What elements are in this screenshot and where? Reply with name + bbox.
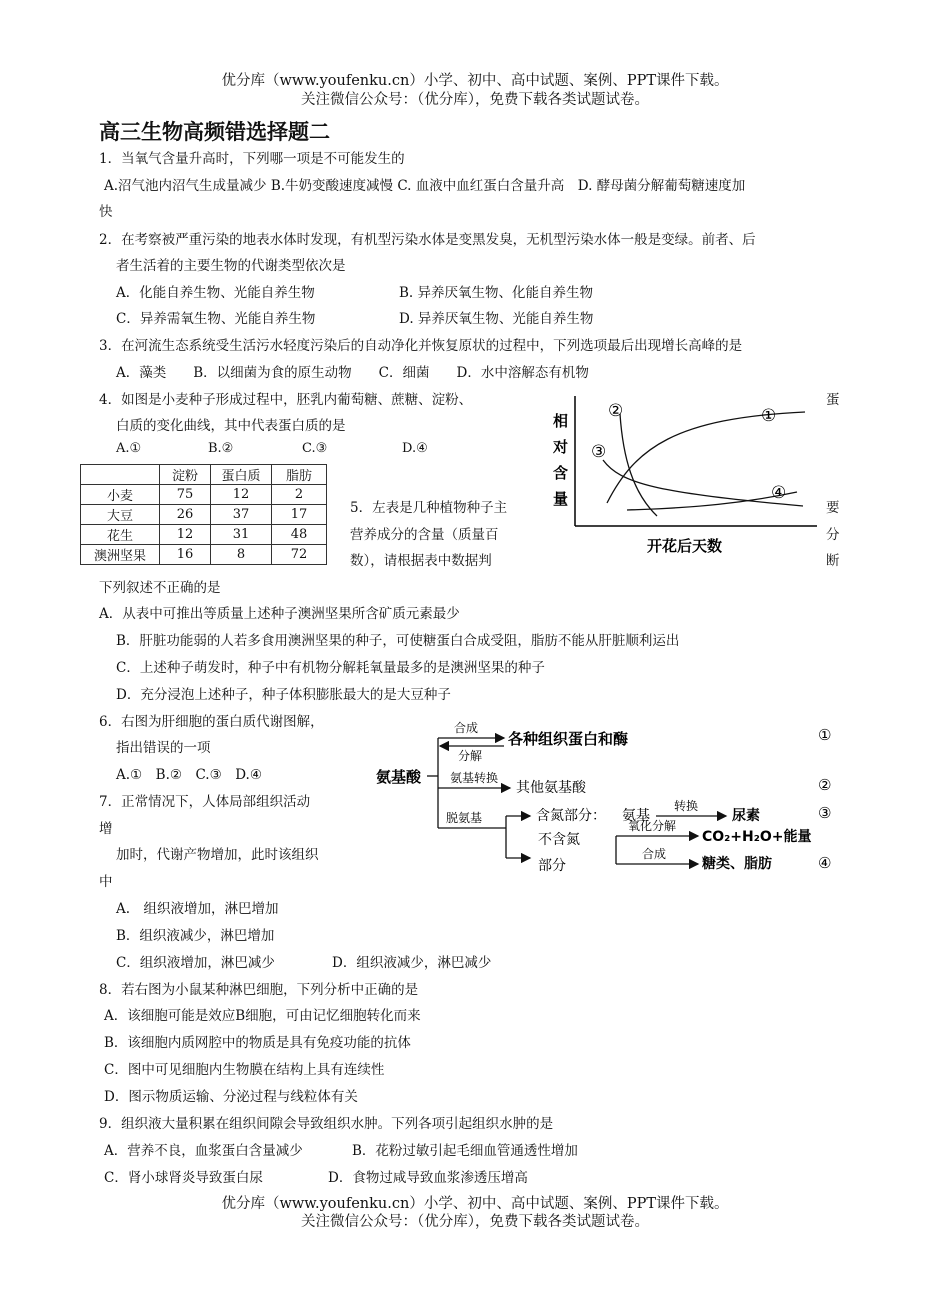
q4-option-c: C.③ [302, 441, 328, 456]
q6-stem-1: 6．右图为肝细胞的蛋白质代谢图解， [99, 714, 324, 730]
q8-stem: 8．若右图为小鼠某种淋巴细胞，下列分析中正确的是 [99, 982, 419, 998]
x-axis-label: 开花后天数 [647, 537, 723, 555]
table-header-cell: 蛋白质 [211, 465, 272, 485]
q5-stem-d: 下列叙述不正确的是 [99, 580, 221, 596]
deamination-label: 脱氨基 [446, 811, 483, 825]
q4-stem-2: 白质的变化曲线，其中代表蛋白质的是 [116, 418, 346, 434]
table-header-cell [81, 465, 160, 485]
proteins-label: 各种组织蛋白和酶 [508, 730, 629, 748]
q7-stem-1: 7．正常情况下，人体局部组织活动 [99, 794, 311, 810]
non-nitrogen-label-1: 不含氮 [538, 832, 580, 848]
table-cell: 72 [272, 545, 327, 565]
q2-stem-2: 者生活着的主要生物的代谢类型依次是 [116, 258, 346, 274]
q4-curve-chart [535, 388, 825, 563]
q7-option-d: D．组织液减少，淋巴减少 [332, 955, 492, 971]
header-line-1: 优分库（www.youfenku.cn）小学、初中、高中试题、案例、PPT课件下载。 [221, 73, 729, 89]
q7-option-a: A. 组织液增加，淋巴增加 [116, 901, 279, 917]
table-row [81, 485, 327, 505]
q5-option-d: D．充分浸泡上述种子，种子体积膨胀最大的是大豆种子 [116, 687, 451, 703]
protein-metabolism-diagram [372, 716, 844, 878]
q1-stem: 1．当氧气含量升高时，下列哪一项是不可能发生的 [99, 151, 405, 167]
decomposition-label: 分解 [458, 749, 483, 763]
q2-option-c: C．异养需氧生物、光能自养生物 [116, 311, 316, 327]
q5-stem-c-tail: 断 [826, 553, 840, 569]
q4-stem-1: 4．如图是小麦种子形成过程中，胚乳内葡萄糖、蔗糖、淀粉、 [99, 392, 473, 408]
table-header-cell: 脂肪 [272, 465, 327, 485]
table-cell: 澳洲坚果 [81, 545, 160, 565]
q9-stem: 9．组织液大量积累在组织间隙会导致组织水肿。下列各项引起组织水肿的是 [99, 1116, 554, 1132]
q7-option-c: C．组织液增加，淋巴减少 [116, 955, 275, 971]
amino-acid-label: 氨基酸 [376, 768, 422, 786]
q7-option-b: B．组织液减少，淋巴增加 [116, 928, 275, 944]
q9-option-d: D．食物过咸导致血浆渗透压增高 [328, 1170, 528, 1186]
synthesis-label-2: 合成 [642, 847, 667, 861]
other-amino-label: 其他氨基酸 [516, 780, 586, 796]
q9-option-b: B．花粉过敏引起毛细血管通透性增加 [352, 1143, 578, 1159]
page-title: 高三生物高频错选择题二 [99, 120, 330, 144]
table-header-cell: 淀粉 [160, 465, 211, 485]
q5-stem-c: 数），请根据表中数据判 [350, 553, 492, 569]
q5-stem-b-tail: 分 [826, 527, 840, 543]
table-row [81, 525, 327, 545]
table-cell: 12 [160, 525, 211, 545]
curve-label-4: ④ [771, 483, 787, 503]
q6-stem-2: 指出错误的一项 [116, 740, 211, 756]
footer-line-1: 优分库（www.youfenku.cn）小学、初中、高中试题、案例、PPT课件下载。 [221, 1196, 729, 1212]
conversion-label: 转换 [674, 799, 699, 813]
q6-options: A.① B.② C.③ D.④ [116, 767, 262, 783]
q5-stem-a: 5．左表是几种植物种子主 [350, 500, 508, 516]
step-mark-3: ③ [818, 804, 832, 822]
table-row [81, 545, 327, 565]
q9-option-c: C．肾小球肾炎导致蛋白尿 [104, 1170, 263, 1186]
header-line-2: 关注微信公众号：（优分库），免费下载各类试题试卷。 [301, 92, 649, 108]
curve-label-3: ③ [591, 442, 607, 462]
curve-2 [620, 414, 657, 516]
y-label-char-1: 相 [553, 412, 569, 430]
urea-label: 尿素 [732, 808, 760, 824]
q7-stem-1-wrap: 增 [99, 821, 113, 837]
table-header-row [81, 465, 327, 485]
oxidation-label: 氧化分解 [628, 819, 677, 833]
q7-stem-2-wrap: 中 [99, 874, 113, 890]
nitrogen-part-label: 含氮部分： [536, 808, 606, 824]
q4-option-d: D.④ [402, 441, 428, 456]
table-cell: 17 [272, 505, 327, 525]
sugars-fats-label: 糖类、脂肪 [702, 856, 772, 872]
q7-stem-2: 加时，代谢产物增加，此时该组织 [116, 847, 319, 863]
products-label: CO₂+H₂O+能量 [702, 829, 812, 845]
q3-options: A．藻类 B．以细菌为食的原生动物 C．细菌 D．水中溶解态有机物 [116, 365, 589, 381]
table-cell: 48 [272, 525, 327, 545]
q2-option-d: D. 异养厌氧生物、光能自养生物 [399, 311, 594, 327]
table-cell: 16 [160, 545, 211, 565]
q8-option-a: A．该细胞可能是效应B细胞，可由记忆细胞转化而来 [104, 1008, 421, 1024]
q4-option-b: B.② [208, 441, 234, 456]
q4-stem-1-tail: 蛋 [826, 392, 840, 408]
q9-option-a: A．营养不良，血浆蛋白含量减少 [104, 1143, 303, 1159]
q5-option-c: C．上述种子萌发时，种子中有机物分解耗氧量最多的是澳洲坚果的种子 [116, 660, 545, 676]
table-cell: 37 [211, 505, 272, 525]
q1-options: A.沼气池内沼气生成量减少 B.牛奶变酸速度减慢 C. 血液中血红蛋白含量升高 D. 酵母菌分解葡萄糖速度加 [104, 178, 746, 194]
step-mark-4: ④ [818, 854, 832, 872]
q8-option-d: D．图示物质运输、分泌过程与线粒体有关 [104, 1089, 358, 1105]
q8-option-c: C．图中可见细胞内生物膜在结构上具有连续性 [104, 1062, 385, 1078]
amino-group-label: 氨基 [622, 808, 650, 824]
table-cell: 2 [272, 485, 327, 505]
y-label-char-3: 含 [553, 464, 569, 482]
curve-label-1: ① [761, 406, 777, 426]
q5-option-b: B．肝脏功能弱的人若多食用澳洲坚果的种子，可使糖蛋白合成受阻，脂肪不能从肝脏顺利运出 [116, 633, 680, 649]
q5-stem-b: 营养成分的含量（质量百 [350, 527, 499, 543]
q2-option-b: B. 异养厌氧生物、化能自养生物 [399, 285, 594, 301]
q2-stem-1: 2．在考察被严重污染的地表水体时发现，有机型污染水体是变黑发臭，无机型污染水体一般是变绿。前者、后 [99, 232, 756, 248]
q1-options-wrap: 快 [99, 204, 113, 220]
y-label-char-2: 对 [553, 438, 569, 456]
table-cell: 8 [211, 545, 272, 565]
q5-option-a: A．从表中可推出等质量上述种子澳洲坚果所含矿质元素最少 [99, 606, 460, 622]
nutrient-table [80, 464, 327, 565]
q2-option-a: A．化能自养生物、光能自养生物 [116, 285, 315, 301]
table-cell: 12 [211, 485, 272, 505]
table-cell: 75 [160, 485, 211, 505]
step-mark-1: ① [818, 726, 832, 744]
table-cell: 花生 [81, 525, 160, 545]
non-nitrogen-label-2: 部分 [538, 858, 566, 874]
footer-line-2: 关注微信公众号：（优分库），免费下载各类试题试卷。 [301, 1214, 649, 1230]
q8-option-b: B．该细胞内质网腔中的物质是具有免疫功能的抗体 [104, 1035, 411, 1051]
table-row [81, 505, 327, 525]
y-label-char-4: 量 [553, 490, 569, 508]
table-cell: 26 [160, 505, 211, 525]
table-cell: 31 [211, 525, 272, 545]
q3-stem: 3．在河流生态系统受生活污水轻度污染后的自动净化并恢复原状的过程中，下列选项最后出现增长高峰的是 [99, 338, 743, 354]
transamination-label: 氨基转换 [450, 771, 499, 785]
table-cell: 小麦 [81, 485, 160, 505]
step-mark-2: ② [818, 776, 832, 794]
synthesis-label: 合成 [454, 721, 479, 735]
q4-option-a: A.① [116, 441, 142, 456]
table-cell: 大豆 [81, 505, 160, 525]
q5-stem-a-tail: 要 [826, 500, 840, 516]
curve-label-2: ② [608, 401, 624, 421]
